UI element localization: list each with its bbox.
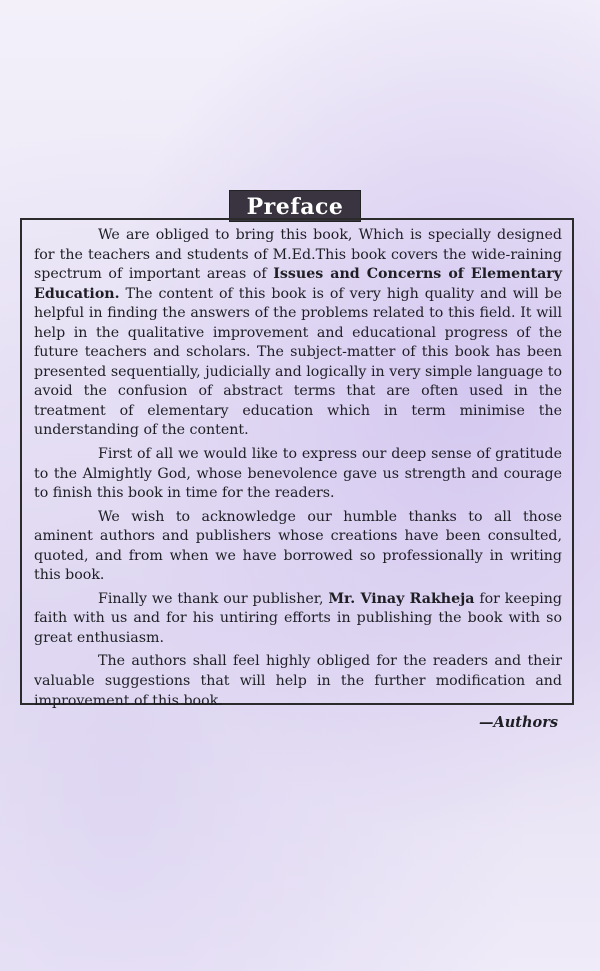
paragraph-5-text: The authors shall feel highly obliged for the readers and their valuable suggestions that will help in the further modification and improvement of this book.	[34, 653, 562, 709]
paragraph-1-text: We are obliged to bring this book, Which is specially designed for the teachers and students of M.Ed.This book covers the wide-raining spectrum of important areas of	[34, 227, 562, 283]
preface-box	[20, 218, 574, 732]
paragraph-2	[34, 445, 562, 504]
paragraph-4-text-end: for keeping faith with us and for his untiring efforts in publishing the book with so great enthusiasm.	[34, 590, 562, 646]
paragraph-1-bold-text: Issues and Concerns of Elementary Education.	[34, 266, 562, 302]
paragraph-3-text: We wish to acknowledge our humble thanks to all those aminent authors and publishers whose creations have been consulted, quoted, and from when we have borrowed so professionally in writing this book.	[34, 508, 562, 584]
paragraph-5	[34, 652, 562, 711]
paragraph-1	[34, 226, 562, 441]
paragraph-2-text: First of all we would like to express our deep sense of gratitude to the Almightly God, whose benevolence gave us strength and courage to finish this book in time for the readers.	[34, 446, 562, 502]
publisher-name: Mr. Vinay Rakheja	[328, 590, 475, 607]
paragraph-4	[34, 590, 562, 649]
signature: —Authors	[478, 714, 558, 732]
paragraph-4-text: Finally we thank our publisher,	[98, 590, 329, 607]
paragraph-1-text-end: The content of this book is of very high quality and will be helpful in finding the answers of the problems related to this field. It will help in the qualitative improvement and educational progress of the future teachers and scholars. The subject-matter of this book has been presented sequentially, judicially and logically in very simple language to avoid the confusion of abstract terms that are often used in the treatment of elementary education which in term minimise the understanding of the content.	[34, 285, 562, 439]
preface-heading: Preface	[229, 190, 361, 222]
paragraph-3	[34, 508, 562, 586]
